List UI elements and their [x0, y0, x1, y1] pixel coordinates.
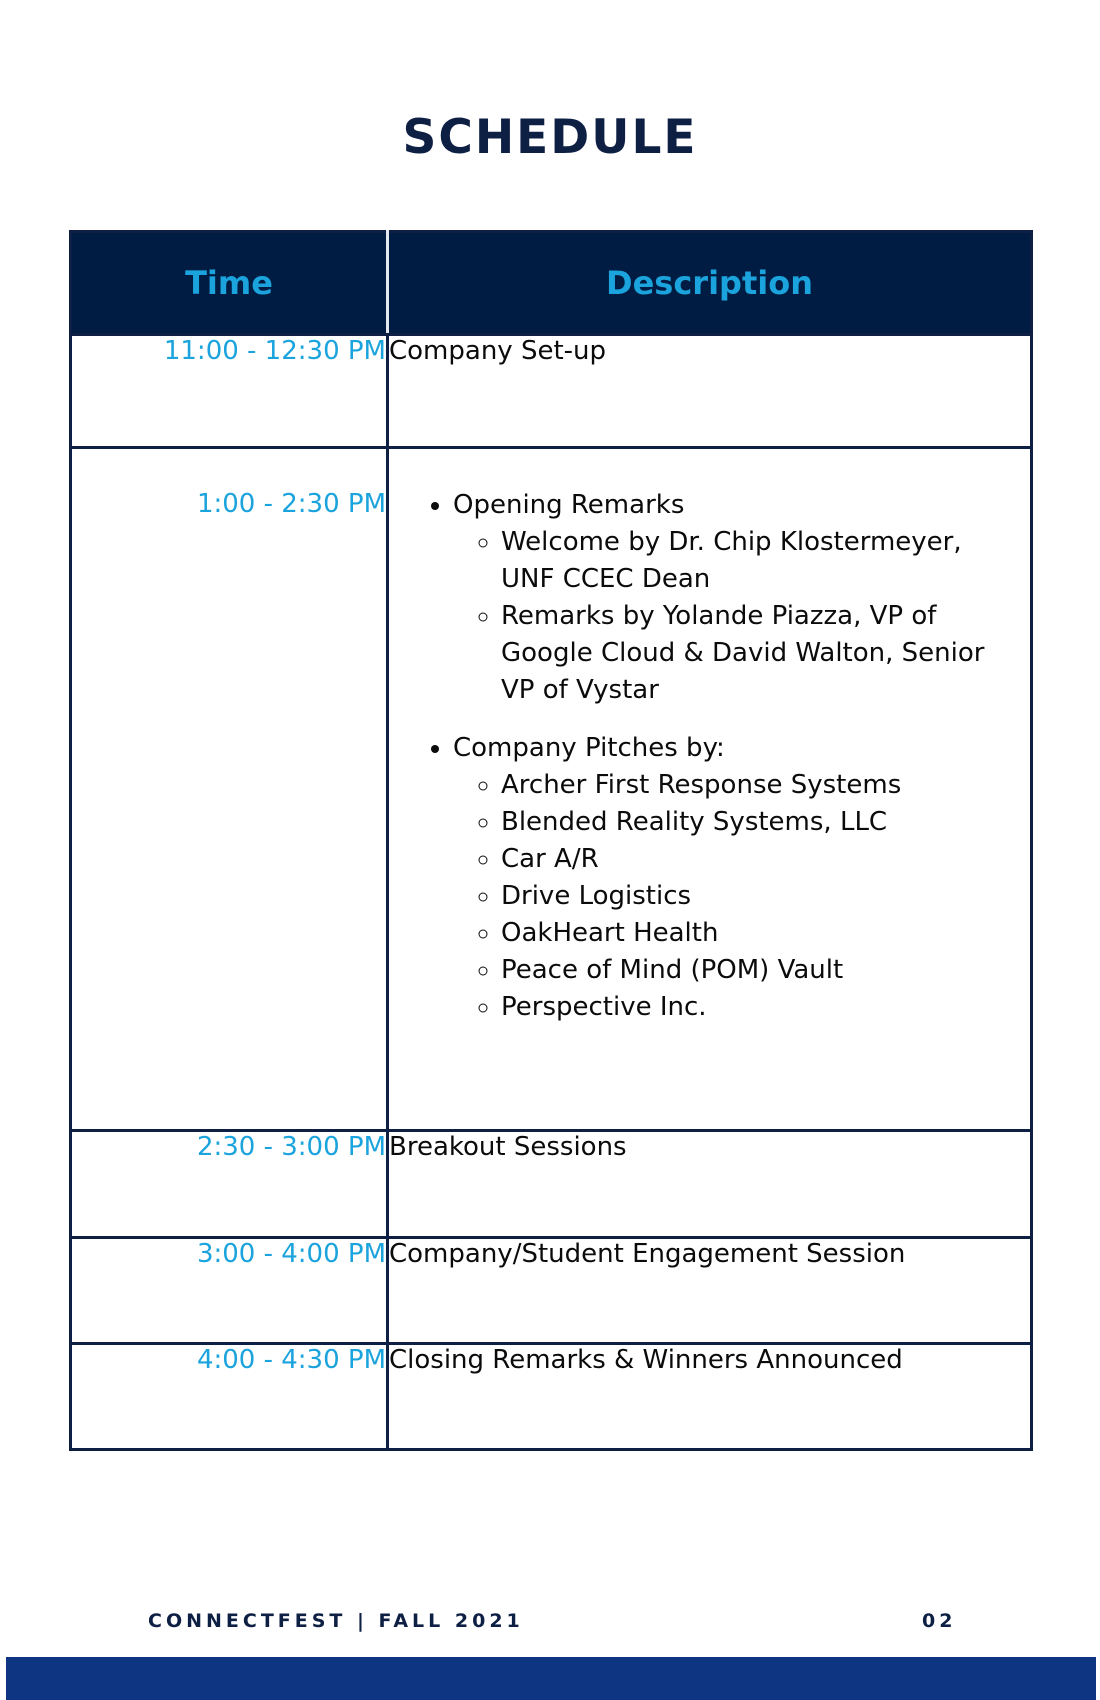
bullet-label: Opening Remarks: [453, 490, 685, 520]
sub-list-item: ◦ Welcome by Dr. Chip Klostermeyer, UNF CCEC Dean: [501, 524, 1000, 598]
footer-bar: [6, 1657, 1096, 1700]
row-time: 2:30 - 3:00 PM: [71, 1131, 388, 1238]
sub-list-item: ◦ Blended Reality Systems, LLC: [501, 804, 1000, 841]
row-time: 1:00 - 2:30 PM: [71, 448, 388, 1131]
list-item: [453, 487, 1000, 709]
page-number: 02: [922, 1610, 957, 1632]
row-description: Company Set-up: [388, 335, 1032, 448]
table-row: [71, 1238, 1032, 1344]
row-description: Breakout Sessions: [388, 1131, 1032, 1238]
list-item: [453, 730, 1000, 1026]
sub-list: [453, 767, 1000, 1026]
table-header-row: [71, 232, 1032, 335]
sub-list-item: ◦ Drive Logistics: [501, 878, 1000, 915]
row-time: 3:00 - 4:00 PM: [71, 1238, 388, 1344]
sub-list-item: ◦ OakHeart Health: [501, 915, 1000, 952]
bullet-label: Company Pitches by:: [453, 733, 725, 763]
table-row: [71, 1131, 1032, 1238]
sub-list-item: ◦ Peace of Mind (POM) Vault: [501, 952, 1000, 989]
footer-event-label: CONNECTFEST | FALL 2021: [148, 1610, 524, 1632]
table-row: [71, 335, 1032, 448]
sub-list-item: ◦ Perspective Inc.: [501, 989, 1000, 1026]
time-column-header: Time: [71, 232, 388, 335]
sub-list-item: ◦ Archer First Response Systems: [501, 767, 1000, 804]
table-row: [71, 448, 1032, 1131]
agenda-list: [421, 487, 1000, 1026]
sub-list-item: ◦ Remarks by Yolande Piazza, VP of Google Cloud & David Walton, Senior VP of Vystar: [501, 598, 1000, 709]
description-column-header: Description: [388, 232, 1032, 335]
table-row: [71, 1344, 1032, 1450]
row-description: Company/Student Engagement Session: [388, 1238, 1032, 1344]
page-title: SCHEDULE: [402, 110, 698, 165]
row-description: Closing Remarks & Winners Announced: [388, 1344, 1032, 1450]
schedule-table: [69, 230, 1033, 1451]
row-time: 11:00 - 12:30 PM: [71, 335, 388, 448]
sub-list-item: ◦ Car A/R: [501, 841, 1000, 878]
row-time: 4:00 - 4:30 PM: [71, 1344, 388, 1450]
sub-list: [453, 524, 1000, 709]
row-description: [388, 448, 1032, 1131]
